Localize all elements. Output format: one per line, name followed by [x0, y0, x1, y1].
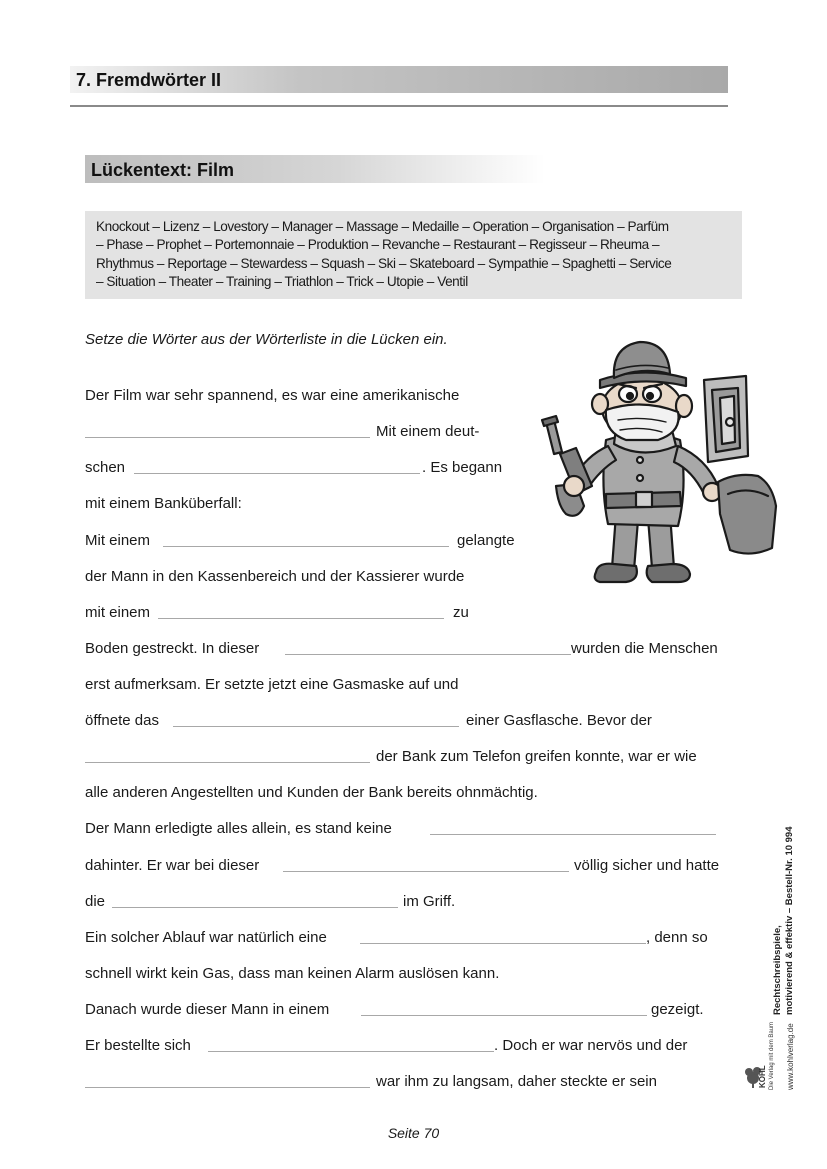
- gap-blank[interactable]: [112, 907, 398, 908]
- publisher-name: KOHL: [758, 1065, 767, 1088]
- text-segment: dahinter. Er war bei dieser: [85, 857, 260, 874]
- book-order-line: motivierend & effektiv – Bestell-Nr. 10 994: [784, 826, 795, 1015]
- text-segment: mit einem Banküberfall:: [85, 495, 242, 512]
- gap-blank[interactable]: [85, 1087, 370, 1088]
- word-list-line: – Situation – Theater – Training – Triathlon – Trick – Utopie – Ventil: [96, 274, 468, 290]
- gap-blank[interactable]: [430, 834, 716, 835]
- word-list-box: [85, 211, 742, 299]
- word-list-line: – Phase – Prophet – Portemonnaie – Produktion – Revanche – Restaurant – Regisseur – Rheuma –: [96, 237, 660, 253]
- text-segment: völlig sicher und hatte: [574, 857, 720, 874]
- text-segment: der Mann in den Kassenbereich und der Kassierer wurde: [85, 568, 465, 585]
- gap-blank[interactable]: [173, 726, 459, 727]
- text-segment: Der Film war sehr spannend, es war eine amerikanische: [85, 387, 460, 404]
- gap-blank[interactable]: [85, 437, 370, 438]
- section-title: Lückentext: Film: [91, 160, 235, 180]
- text-segment: mit einem: [85, 604, 151, 621]
- text-segment: Mit einem: [85, 532, 151, 549]
- text-segment: wurden die Menschen: [571, 640, 718, 657]
- text-segment: . Doch er war nervös und der: [494, 1037, 688, 1054]
- text-segment: Danach wurde dieser Mann in einem: [85, 1001, 330, 1018]
- text-segment: zu: [453, 604, 469, 621]
- text-segment: Ein solcher Ablauf war natürlich eine: [85, 929, 327, 946]
- gap-blank[interactable]: [163, 546, 449, 547]
- text-segment: alle anderen Angestellten und Kunden der Bank bereits ohnmächtig.: [85, 784, 538, 801]
- text-segment: schen: [85, 459, 126, 476]
- page-number: Seite 70: [387, 1125, 440, 1141]
- gap-blank[interactable]: [208, 1051, 494, 1052]
- instruction-text: Setze die Wörter aus der Wörterliste in die Lücken ein.: [85, 331, 448, 348]
- gap-blank[interactable]: [283, 871, 569, 872]
- text-segment: im Griff.: [403, 893, 456, 910]
- text-segment: Der Mann erledigte alles allein, es stand keine: [85, 820, 392, 837]
- text-segment: öffnete das: [85, 712, 159, 729]
- gap-blank[interactable]: [285, 654, 571, 655]
- gap-blank[interactable]: [134, 473, 420, 474]
- robber-illustration: [536, 336, 780, 588]
- publisher-tagline: Die Verlag mit dem Baum: [769, 1021, 775, 1090]
- text-segment: erst aufmerksam. Er setzte jetzt eine Gasmaske auf und: [85, 676, 459, 693]
- text-segment: der Bank zum Telefon greifen konnte, war er wie: [376, 748, 697, 765]
- text-segment: Er bestellte sich: [85, 1037, 191, 1054]
- text-segment: die: [85, 893, 106, 910]
- text-segment: war ihm zu langsam, daher steckte er sein: [376, 1073, 657, 1090]
- text-segment: gelangte: [457, 532, 515, 549]
- text-segment: , denn so: [646, 929, 708, 946]
- publisher-url: www.kohlverlag.de: [786, 1023, 795, 1090]
- word-list-line: Rhythmus – Reportage – Stewardess – Squash – Ski – Skateboard – Sympathie – Spaghetti – Service: [96, 255, 672, 271]
- text-segment: Boden gestreckt. In dieser: [85, 640, 260, 657]
- word-list-line: Knockout – Lizenz – Lovestory – Manager – Massage – Medaille – Operation – Organisation – Parfüm: [96, 219, 669, 234]
- text-segment: schnell wirkt kein Gas, dass man keinen Alarm auslösen kann.: [85, 965, 500, 982]
- chapter-divider: [70, 105, 728, 107]
- chapter-title: 7. Fremdwörter II: [76, 70, 222, 90]
- gap-blank[interactable]: [360, 943, 646, 944]
- text-segment: einer Gasflasche. Bevor der: [466, 712, 652, 729]
- text-segment: Mit einem deut-: [376, 423, 480, 440]
- text-segment: gezeigt.: [651, 1001, 704, 1018]
- book-title-line: Rechtschreibspiele,: [772, 925, 783, 1015]
- gap-blank[interactable]: [85, 762, 370, 763]
- text-segment: . Es begann: [422, 459, 503, 476]
- gap-blank[interactable]: [158, 618, 444, 619]
- gap-blank[interactable]: [361, 1015, 647, 1016]
